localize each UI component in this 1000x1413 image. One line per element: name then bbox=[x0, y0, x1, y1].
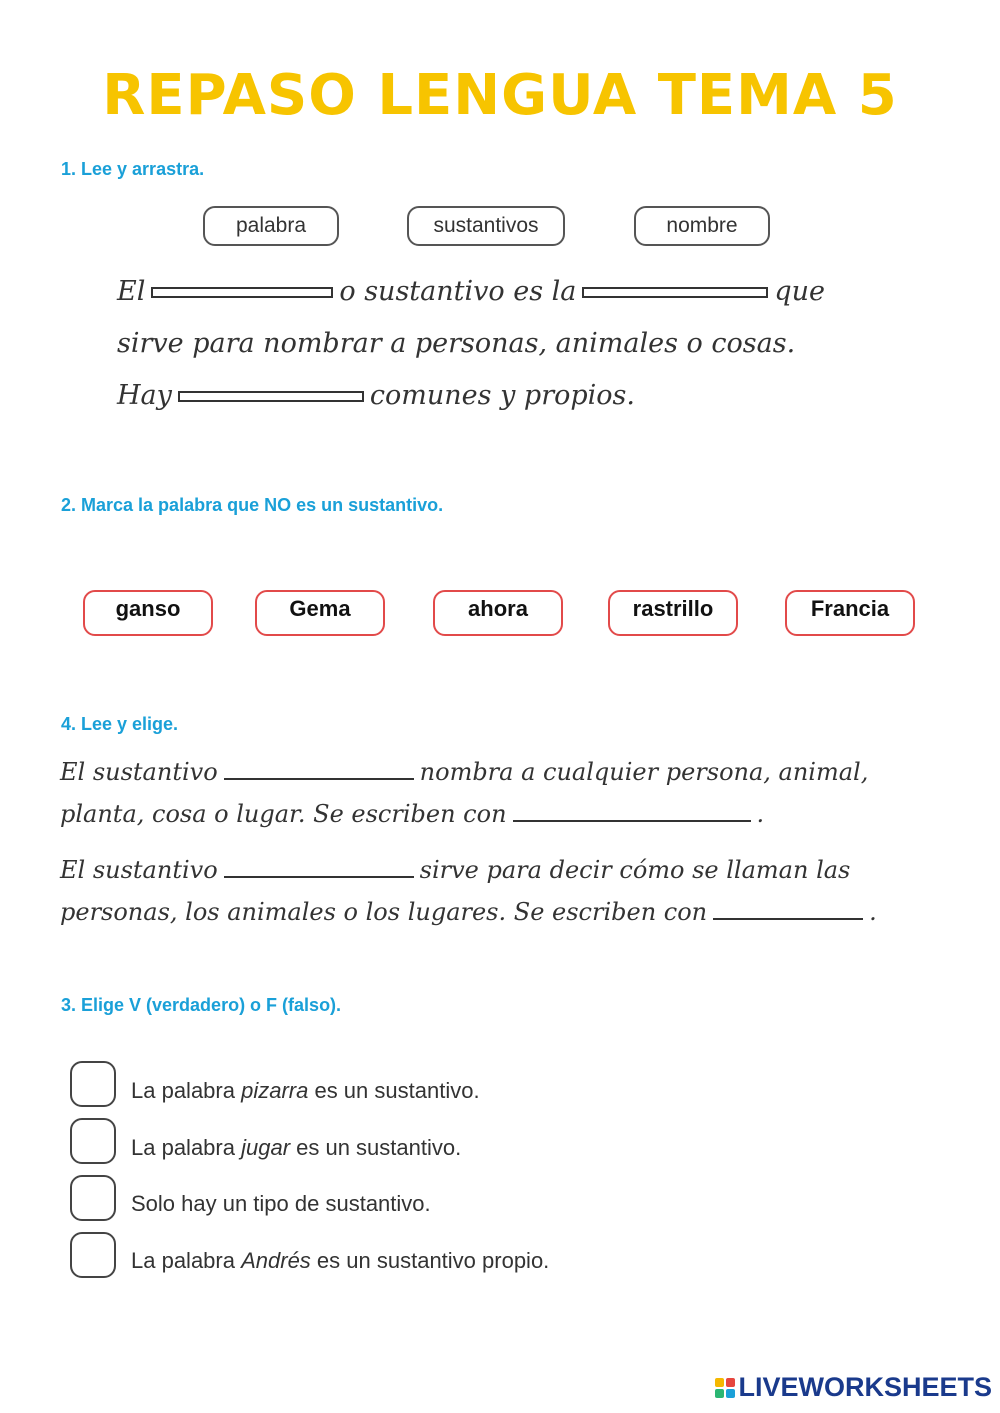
answer-select-2[interactable] bbox=[513, 800, 751, 822]
choice-paragraph-1-line-2 bbox=[60, 800, 764, 828]
text-fragment: nombra a cualquier persona, animal, bbox=[419, 758, 869, 786]
drop-target-2[interactable] bbox=[582, 287, 768, 298]
text-fragment: La palabra bbox=[131, 1248, 242, 1273]
tf-statement-1 bbox=[131, 1078, 480, 1104]
section-3-heading: 3. Elige V (verdadero) o F (falso). bbox=[61, 995, 342, 1015]
liveworksheets-logo bbox=[715, 1372, 992, 1403]
text-fragment: o sustantivo es la bbox=[339, 276, 577, 307]
emphasis-word: pizarra bbox=[241, 1078, 309, 1103]
text-fragment: El sustantivo bbox=[60, 856, 218, 884]
option-ganso[interactable]: ganso bbox=[83, 590, 213, 636]
text-fragment: es un sustantivo. bbox=[308, 1078, 480, 1103]
fill-line-2: sirve para nombrar a personas, animales o cosas. bbox=[117, 328, 796, 359]
fill-line-3 bbox=[117, 380, 635, 411]
text-fragment: personas, los animales o los lugares. Se escriben con bbox=[60, 898, 708, 926]
fill-line-1 bbox=[117, 276, 825, 307]
tf-box-4[interactable] bbox=[70, 1232, 116, 1278]
section-2-heading: 2. Marca la palabra que NO es un sustantivo. bbox=[61, 495, 444, 515]
drag-word-palabra[interactable]: palabra bbox=[203, 206, 339, 246]
text-fragment: comunes y propios. bbox=[369, 380, 635, 411]
option-ahora[interactable]: ahora bbox=[433, 590, 563, 636]
page-title: REPASO LENGUA TEMA 5 bbox=[102, 63, 898, 128]
text-fragment: Hay bbox=[117, 380, 172, 411]
text-fragment: La palabra bbox=[131, 1078, 242, 1103]
text-fragment: El sustantivo bbox=[60, 758, 218, 786]
section-1-heading: 1. Lee y arrastra. bbox=[61, 159, 205, 179]
text-fragment: es un sustantivo propio. bbox=[310, 1248, 550, 1273]
option-rastrillo[interactable]: rastrillo bbox=[608, 590, 738, 636]
period: . bbox=[756, 800, 765, 828]
answer-select-1[interactable] bbox=[224, 758, 414, 780]
tf-statement-2 bbox=[131, 1135, 461, 1161]
section-4-heading: 4. Lee y elige. bbox=[61, 714, 179, 734]
text-fragment: sirve para decir cómo se llaman las bbox=[419, 856, 851, 884]
drag-word-sustantivos[interactable]: sustantivos bbox=[407, 206, 565, 246]
text-fragment: La palabra bbox=[131, 1135, 242, 1160]
emphasis-word: jugar bbox=[241, 1135, 291, 1160]
answer-select-3[interactable] bbox=[224, 856, 414, 878]
tf-box-1[interactable] bbox=[70, 1061, 116, 1107]
text-fragment: planta, cosa o lugar. Se escriben con bbox=[60, 800, 507, 828]
drop-target-3[interactable] bbox=[178, 391, 364, 402]
tf-box-3[interactable] bbox=[70, 1175, 116, 1221]
choice-paragraph-2-line-1 bbox=[60, 856, 850, 884]
choice-paragraph-1-line-1 bbox=[60, 758, 868, 786]
tf-statement-4 bbox=[131, 1248, 549, 1274]
option-gema[interactable]: Gema bbox=[255, 590, 385, 636]
emphasis-word: Andrés bbox=[241, 1248, 311, 1273]
liveworksheets-logo-icon bbox=[715, 1378, 735, 1398]
drag-word-nombre[interactable]: nombre bbox=[634, 206, 770, 246]
logo-text: LIVEWORKSHEETS bbox=[738, 1372, 992, 1402]
tf-statement-3 bbox=[131, 1191, 431, 1217]
tf-box-2[interactable] bbox=[70, 1118, 116, 1164]
period: . bbox=[869, 898, 877, 926]
text-fragment: es un sustantivo. bbox=[290, 1135, 462, 1160]
option-francia[interactable]: Francia bbox=[785, 590, 915, 636]
text-fragment: Solo hay un tipo de sustantivo. bbox=[131, 1191, 431, 1216]
answer-select-4[interactable] bbox=[713, 898, 863, 920]
text-fragment: que bbox=[774, 276, 826, 307]
choice-paragraph-2-line-2 bbox=[60, 898, 877, 926]
drop-target-1[interactable] bbox=[151, 287, 333, 298]
text-fragment: El bbox=[117, 276, 146, 307]
